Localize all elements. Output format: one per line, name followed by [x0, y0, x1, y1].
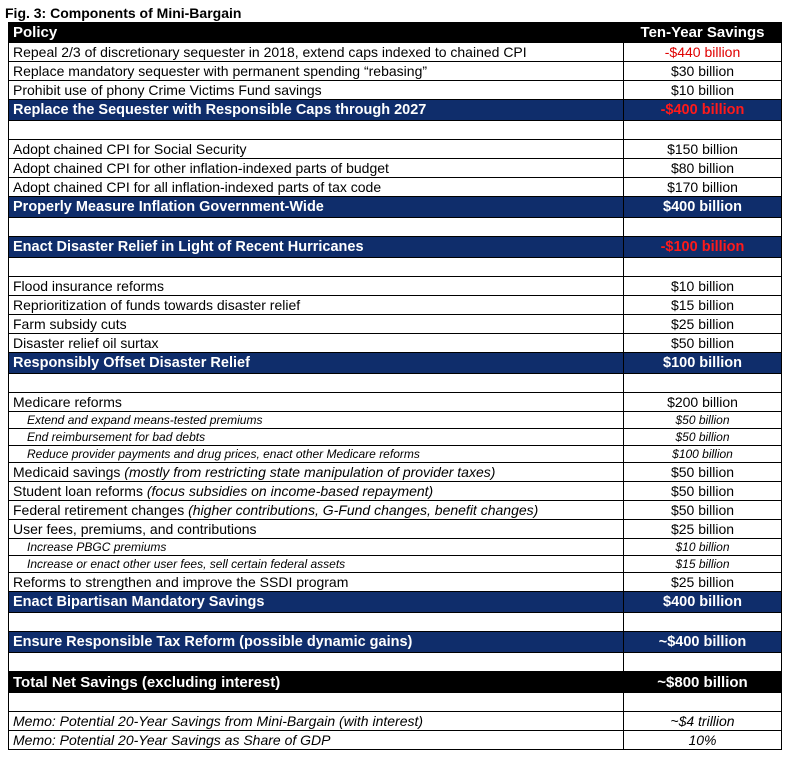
- spacer-row: [9, 693, 782, 712]
- row-label: Farm subsidy cuts: [9, 315, 624, 334]
- row-value: $30 billion: [624, 62, 782, 81]
- spacer-row: [9, 121, 782, 140]
- row-value: $80 billion: [624, 159, 782, 178]
- row-label-main: Student loan reforms: [13, 482, 143, 499]
- table-row: [9, 573, 782, 592]
- section-value: ~$400 billion: [624, 632, 782, 653]
- row-label-main: Federal retirement changes: [13, 501, 185, 518]
- row-value: $200 billion: [624, 393, 782, 412]
- section-total-row: [9, 353, 782, 374]
- table-row: [9, 520, 782, 539]
- row-label: Replace mandatory sequester with permanent spending “rebasing”: [9, 62, 624, 81]
- row-label: Adopt chained CPI for other inflation-indexed parts of budget: [9, 159, 624, 178]
- memo-label: Memo: Potential 20-Year Savings as Share of GDP: [9, 731, 624, 750]
- grand-total-row: [9, 672, 782, 693]
- row-value: -$440 billion: [624, 43, 782, 62]
- row-label: Reforms to strengthen and improve the SSDI program: [9, 573, 624, 592]
- row-value: $50 billion: [624, 463, 782, 482]
- memo-label: Memo: Potential 20-Year Savings from Mini-Bargain (with interest): [9, 712, 624, 731]
- table-row: [9, 296, 782, 315]
- column-header-savings: Ten-Year Savings: [624, 23, 782, 43]
- row-value: $50 billion: [624, 501, 782, 520]
- spacer-row: [9, 374, 782, 393]
- row-label: Disaster relief oil surtax: [9, 334, 624, 353]
- section-total-row: [9, 197, 782, 218]
- row-label: Flood insurance reforms: [9, 277, 624, 296]
- row-label-note: (focus subsidies on income-based repayment): [146, 482, 434, 499]
- table-row: [9, 62, 782, 81]
- row-value: $150 billion: [624, 140, 782, 159]
- table-header-row: [9, 23, 782, 43]
- row-value: $25 billion: [624, 315, 782, 334]
- row-value: $50 billion: [624, 482, 782, 501]
- row-label: [9, 482, 624, 501]
- row-value: $170 billion: [624, 178, 782, 197]
- section-value: $100 billion: [624, 353, 782, 374]
- row-label: Reprioritization of funds towards disaster relief: [9, 296, 624, 315]
- row-label: Repeal 2/3 of discretionary sequester in 2018, extend caps indexed to chained CPI: [9, 43, 624, 62]
- section-label: Responsibly Offset Disaster Relief: [9, 353, 624, 374]
- table-row: [9, 140, 782, 159]
- sub-row-label: Increase or enact other user fees, sell certain federal assets: [9, 556, 624, 573]
- figure-title: Fig. 3: Components of Mini-Bargain: [5, 5, 242, 21]
- sub-row: [9, 446, 782, 463]
- sub-row: [9, 412, 782, 429]
- section-label: Enact Bipartisan Mandatory Savings: [9, 592, 624, 613]
- section-total-row: [9, 237, 782, 258]
- row-label: [9, 501, 624, 520]
- column-header-policy: Policy: [9, 23, 624, 43]
- table-row: [9, 159, 782, 178]
- section-value: -$400 billion: [624, 100, 782, 121]
- sub-row-label: Reduce provider payments and drug prices, enact other Medicare reforms: [9, 446, 624, 463]
- row-label: Medicare reforms: [9, 393, 624, 412]
- row-value: $25 billion: [624, 573, 782, 592]
- row-label-note: (higher contributions, G-Fund changes, benefit changes): [188, 501, 539, 518]
- row-label: Prohibit use of phony Crime Victims Fund savings: [9, 81, 624, 100]
- row-value: $10 billion: [624, 277, 782, 296]
- table-row: [9, 482, 782, 501]
- section-value: $400 billion: [624, 592, 782, 613]
- grand-total-value: ~$800 billion: [624, 672, 782, 693]
- sub-row-label: Extend and expand means-tested premiums: [9, 412, 624, 429]
- sub-row-value: $10 billion: [624, 539, 782, 556]
- table-row: [9, 501, 782, 520]
- table-row: [9, 81, 782, 100]
- spacer-row: [9, 258, 782, 277]
- table-row: [9, 393, 782, 412]
- table-row: [9, 178, 782, 197]
- sub-row-value: $50 billion: [624, 429, 782, 446]
- spacer-row: [9, 218, 782, 237]
- row-label: [9, 463, 624, 482]
- table-row: [9, 315, 782, 334]
- row-label: Adopt chained CPI for all inflation-indexed parts of tax code: [9, 178, 624, 197]
- sub-row: [9, 539, 782, 556]
- row-label: User fees, premiums, and contributions: [9, 520, 624, 539]
- spacer-row: [9, 653, 782, 672]
- memo-row: [9, 712, 782, 731]
- sub-row-label: Increase PBGC premiums: [9, 539, 624, 556]
- section-total-row: [9, 592, 782, 613]
- sub-row-value: $50 billion: [624, 412, 782, 429]
- sub-row-value: $15 billion: [624, 556, 782, 573]
- spacer-row: [9, 613, 782, 632]
- section-total-row: [9, 100, 782, 121]
- sub-row: [9, 556, 782, 573]
- section-value: -$100 billion: [624, 237, 782, 258]
- grand-total-label: Total Net Savings (excluding interest): [9, 672, 624, 693]
- table-row: [9, 43, 782, 62]
- row-label-main: Medicaid savings: [13, 463, 121, 480]
- sub-row-label: End reimbursement for bad debts: [9, 429, 624, 446]
- row-value: $10 billion: [624, 81, 782, 100]
- section-total-row: [9, 632, 782, 653]
- section-label: Replace the Sequester with Responsible Caps through 2027: [9, 100, 624, 121]
- table-row: [9, 463, 782, 482]
- memo-value: 10%: [624, 731, 782, 750]
- memo-value: ~$4 trillion: [624, 712, 782, 731]
- row-label: Adopt chained CPI for Social Security: [9, 140, 624, 159]
- memo-row: [9, 731, 782, 750]
- row-label-note: (mostly from restricting state manipulation of provider taxes): [124, 463, 496, 480]
- row-value: $15 billion: [624, 296, 782, 315]
- row-value: $50 billion: [624, 334, 782, 353]
- section-label: Enact Disaster Relief in Light of Recent Hurricanes: [9, 237, 624, 258]
- sub-row-value: $100 billion: [624, 446, 782, 463]
- table-row: [9, 334, 782, 353]
- row-value: $25 billion: [624, 520, 782, 539]
- table-row: [9, 277, 782, 296]
- savings-table: [8, 22, 782, 750]
- sub-row: [9, 429, 782, 446]
- section-label: Ensure Responsible Tax Reform (possible dynamic gains): [9, 632, 624, 653]
- section-label: Properly Measure Inflation Government-Wide: [9, 197, 624, 218]
- section-value: $400 billion: [624, 197, 782, 218]
